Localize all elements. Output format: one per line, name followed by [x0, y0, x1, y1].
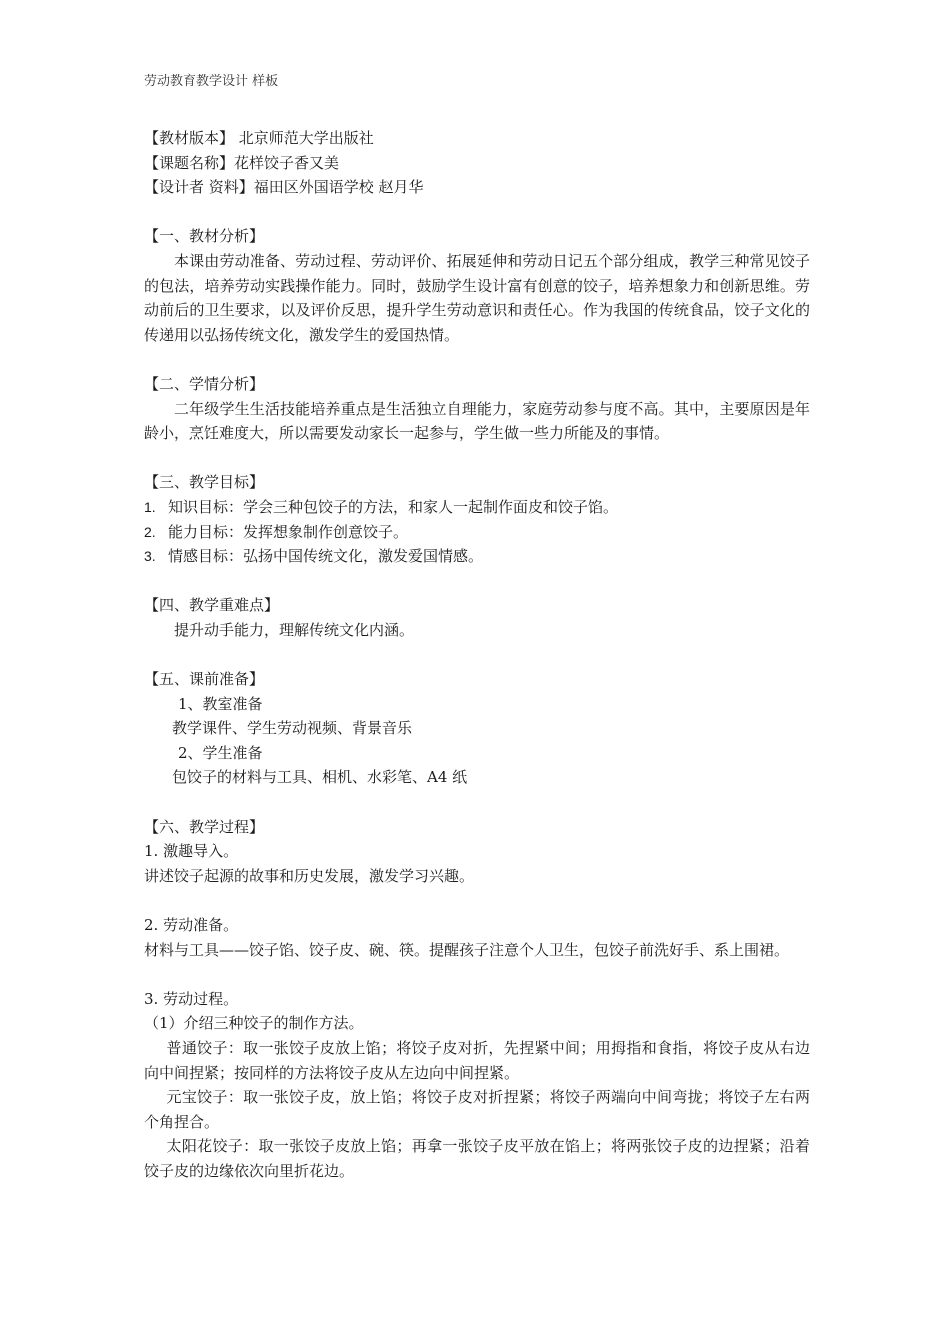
- goal-text: 情感目标：弘扬中国传统文化，激发爱国情感。: [168, 547, 484, 566]
- lesson-title-line: 【课题名称】花样饺子香又美: [144, 153, 340, 172]
- page-header: 劳动教育教学设计 样板: [144, 74, 279, 89]
- step-subheading: （1）介绍三种饺子的制作方法。: [144, 1014, 364, 1033]
- prep-classroom-items: 教学课件、学生劳动视频、背景音乐: [172, 719, 413, 738]
- method-ordinary-dumpling: 普通饺子：取一张饺子皮放上馅；将饺子皮对折，先捏紧中间；用拇指和食指，将饺子皮从右边向中间捏紧；按同样的方法将饺子皮从左边向中间捏紧。: [144, 1038, 810, 1082]
- goal-text: 能力目标：发挥想象制作创意饺子。: [168, 522, 409, 541]
- goal-number: 2.: [144, 523, 156, 540]
- key-points-paragraph: 提升动手能力，理解传统文化内涵。: [174, 620, 415, 639]
- section-heading-teaching-goals: 【三、教学目标】: [144, 473, 265, 492]
- edition-line: 【教材版本】 北京师范大学出版社: [144, 129, 374, 147]
- goal-item: [144, 544, 810, 569]
- prep-subheading-student: 2、学生准备: [178, 743, 263, 762]
- step-body: 讲述饺子起源的故事和历史发展，激发学习兴趣。: [144, 866, 475, 885]
- section-heading-preparation: 【五、课前准备】: [144, 670, 265, 689]
- textbook-analysis-paragraph: 本课由劳动准备、劳动过程、劳动评价、拓展延伸和劳动日记五个部分组成，教学三种常见饺子的包法，培养劳动实践操作能力。同时，鼓励学生设计富有创意的饺子，培养想象力和创新思维。劳动前后的卫生要求，以及评价反思，提升学生劳动意识和责任心。作为我国的传统食品，饺子文化的传递用以弘扬传统文化，激发学生的爱国热情。: [144, 251, 810, 344]
- step-title: 3. 劳动过程。: [144, 989, 239, 1008]
- step-title: 1. 激趣导入。: [144, 842, 239, 861]
- method-sunflower-dumpling: 太阳花饺子：取一张饺子皮放上馅；再拿一张饺子皮平放在馅上；将两张饺子皮的边捏紧；沿着饺子皮的边缘依次向里折花边。: [144, 1137, 810, 1180]
- goal-number: 1.: [144, 498, 156, 515]
- method-yuanbao-dumpling: 元宝饺子：取一张饺子皮，放上馅；将饺子皮对折捏紧；将饺子两端向中间弯拢；将饺子左右两个角捏合。: [144, 1088, 810, 1131]
- goal-number: 3.: [144, 548, 156, 565]
- section-heading-teaching-process: 【六、教学过程】: [144, 817, 265, 836]
- designer-line: 【设计者 资料】福田区外国语学校 赵月华: [144, 178, 424, 197]
- prep-student-items: 包饺子的材料与工具、相机、水彩笔、A4 纸: [172, 768, 468, 787]
- goal-text: 知识目标：学会三种包饺子的方法，和家人一起制作面皮和饺子馅。: [168, 497, 619, 516]
- document-body: [144, 126, 810, 1184]
- step-body: 材料与工具——饺子馅、饺子皮、碗、筷。提醒孩子注意个人卫生，包饺子前洗好手、系上围裙。: [144, 940, 790, 959]
- prep-subheading-classroom: 1、教室准备: [178, 694, 263, 713]
- section-heading-key-points: 【四、教学重难点】: [144, 596, 280, 615]
- step-title: 2. 劳动准备。: [144, 916, 239, 934]
- section-heading-textbook-analysis: 【一、教材分析】: [144, 227, 265, 246]
- goal-item: [144, 495, 810, 520]
- section-heading-student-analysis: 【二、学情分析】: [144, 374, 265, 393]
- goal-item: [144, 520, 810, 545]
- student-analysis-paragraph: 二年级学生生活技能培养重点是生活独立自理能力，家庭劳动参与度不高。其中，主要原因是年龄小，烹饪难度大，所以需要发动家长一起参与，学生做一些力所能及的事情。: [144, 399, 810, 443]
